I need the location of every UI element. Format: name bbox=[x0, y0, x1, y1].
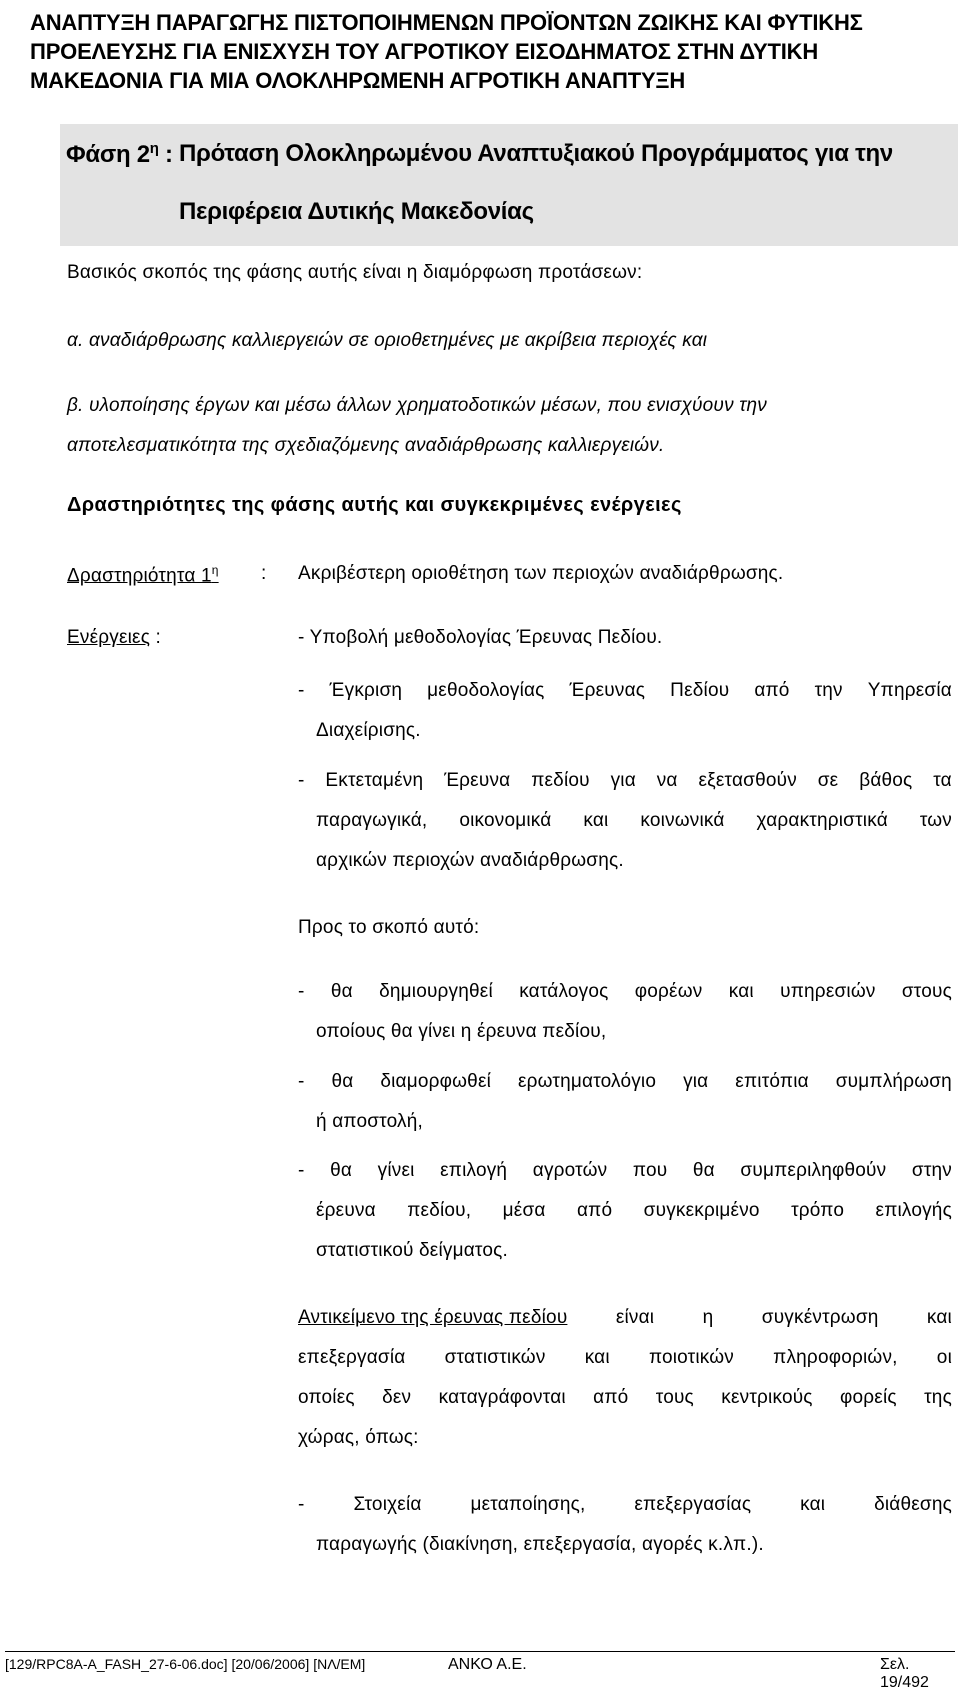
elements-item-continued: παραγωγής (διακίνηση, επεξεργασία, αγορές κ.λπ.). bbox=[316, 1534, 764, 1555]
object-paragraph-line: επεξεργασία στατιστικών και ποιοτικών πληροφοριών, οι bbox=[298, 1347, 952, 1368]
point-b: β. υλοποίησης έργων και μέσω άλλων χρηματοδοτικών μέσων, που ενισχύουν την bbox=[67, 395, 768, 416]
phase-heading-box bbox=[60, 124, 958, 246]
action-item-continued: παραγωγικά, οικονομικά και κοινωνικά χαρακτηριστικά των bbox=[316, 810, 952, 831]
footer-divider bbox=[5, 1651, 955, 1652]
purpose-item: - θα γίνει επιλογή αγροτών που θα συμπεριληφθούν στην bbox=[298, 1160, 952, 1181]
action-item-continued: Διαχείρισης. bbox=[316, 720, 421, 741]
header-line: ΠΡΟΕΛΕΥΣΗΣ ΓΙΑ ΕΝΙΣΧΥΣΗ ΤΟΥ ΑΓΡΟΤΙΚΟΥ ΕΙΣΟΔΗΜΑΤΟΣ ΣΤΗΝ ΔΥΤΙΚΗ bbox=[30, 39, 819, 64]
phase-title-continued: Περιφέρεια Δυτικής Μακεδονίας bbox=[179, 198, 534, 225]
header-line: ΑΝΑΠΤΥΞΗ ΠΑΡΑΓΩΓΗΣ ΠΙΣΤΟΠΟΙΗΜΕΝΩΝ ΠΡΟΪΟΝΤΩΝ ΖΩΙΚΗΣ ΚΑΙ ΦΥΤΙΚΗΣ bbox=[30, 10, 863, 35]
footer-file-reference: [129/RPC8A-A_FASH_27-6-06.doc] [20/06/2006] [ΝΛ/ΕΜ] bbox=[5, 1656, 366, 1672]
activity-label-colon: : bbox=[261, 563, 267, 584]
activities-heading: Δραστηριότητες της φάσης αυτής και συγκεκριμένες ενέργειες bbox=[67, 494, 682, 516]
action-item-continued: αρχικών περιοχών αναδιάρθρωσης. bbox=[316, 850, 624, 871]
phase-label: Φάση $2^\eta$ : bbox=[66, 140, 173, 168]
intro-paragraph: Βασικός σκοπός της φάσης αυτής είναι η διαμόρφωση προτάσεων: bbox=[67, 262, 643, 283]
activity-description: Ακριβέστερη οριοθέτηση των περιοχών αναδιάρθρωσης. bbox=[298, 563, 784, 584]
point-a: α. αναδιάρθρωσης καλλιεργειών σε οριοθετημένες με ακρίβεια περιοχές και bbox=[67, 330, 708, 351]
object-paragraph: Αντικείμενο της έρευνας πεδίου είναι η συγκέντρωση και bbox=[298, 1307, 952, 1328]
purpose-item-continued: ή αποστολή, bbox=[316, 1111, 423, 1132]
elements-item: - Στοιχεία μεταποίησης, επεξεργασίας και διάθεσης bbox=[298, 1494, 952, 1515]
purpose-item-continued: έρευνα πεδίου, μέσα από συγκεκριμένο τρόπο επιλογής bbox=[316, 1200, 952, 1221]
action-item: - Υποβολή μεθοδολογίας Έρευνας Πεδίου. bbox=[298, 627, 663, 648]
purpose-item-continued: στατιστικού δείγματος. bbox=[316, 1240, 508, 1261]
point-b-continued: αποτελεσματικότητα της σχεδιαζόμενης αναδιάρθρωσης καλλιεργειών. bbox=[67, 435, 665, 456]
activity-label: Δραστηριότητα $1^\eta$ bbox=[67, 563, 219, 587]
object-paragraph-line: χώρας, όπως: bbox=[298, 1427, 419, 1448]
purpose-item: - θα δημιουργηθεί κατάλογος φορέων και υπηρεσιών στους bbox=[298, 981, 952, 1002]
purpose-item: - θα διαμορφωθεί ερωτηματολόγιο για επιτόπια συμπλήρωση bbox=[298, 1071, 952, 1092]
phase-title: Πρόταση Ολοκληρωμένου Αναπτυξιακού Προγράμματος για την bbox=[179, 140, 893, 167]
object-paragraph-line: οποίες δεν καταγράφονται από τους κεντρικούς φορείς της bbox=[298, 1387, 952, 1408]
footer-company: ΑΝΚΟ Α.Ε. bbox=[448, 1656, 527, 1673]
action-item: - Έγκριση μεθοδολογίας Έρευνας Πεδίου από την Υπηρεσία bbox=[298, 680, 952, 701]
purpose-item-continued: οποίους θα γίνει η έρευνα πεδίου, bbox=[316, 1021, 607, 1042]
document-header bbox=[30, 8, 930, 95]
action-item: - Εκτεταμένη Έρευνα πεδίου για να εξετασθούν σε βάθος τα bbox=[298, 770, 952, 791]
footer-page-number: Σελ. 19/492 bbox=[880, 1656, 929, 1691]
actions-label: Ενέργειες : bbox=[67, 627, 162, 648]
purpose-label: Προς το σκοπό αυτό: bbox=[298, 917, 480, 938]
header-line: ΜΑΚΕΔΟΝΙΑ ΓΙΑ ΜΙΑ ΟΛΟΚΛΗΡΩΜΕΝΗ ΑΓΡΟΤΙΚΗ ΑΝΑΠΤΥΞΗ bbox=[30, 68, 686, 93]
